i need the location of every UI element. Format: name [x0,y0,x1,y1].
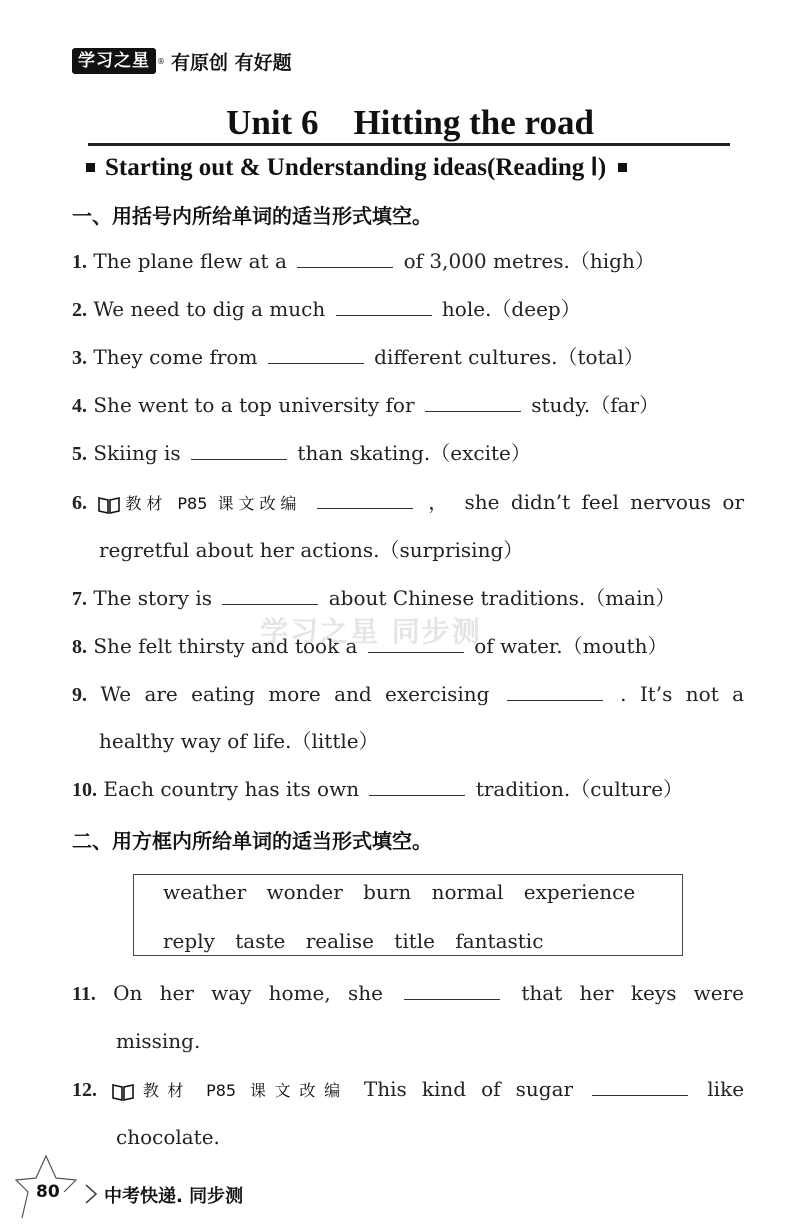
question-number: 1. [72,251,87,273]
question-text: of 3,000 metres.（high） [403,249,655,273]
question-7 [72,583,744,614]
question-11-continuation: missing. [116,1029,201,1053]
textbook-tag [112,1081,349,1100]
answer-blank[interactable] [507,682,603,701]
question-number: 3. [72,347,87,369]
answer-blank[interactable] [592,1077,688,1096]
section-title: Starting out & Understanding ideas(Reading Ⅰ) [105,154,607,181]
registered-mark: ® [157,56,165,66]
question-number: 4. [72,395,87,417]
question-number: 2. [72,299,87,321]
question-text: We need to dig a much [93,297,326,321]
answer-blank[interactable] [336,297,432,316]
question-9 [72,679,744,710]
part1-heading: 一、用括号内所给单词的适当形式填空。 [72,204,432,228]
question-4 [72,390,744,421]
question-text: tradition.（culture） [475,777,684,801]
brand-logo: 学习之星 [72,48,156,74]
part2-heading: 二、用方框内所给单词的适当形式填空。 [72,829,432,853]
question-text: The story is [93,586,212,610]
question-text: ， she didn’t feel nervous or [428,490,745,514]
page-number: 80 [36,1182,60,1202]
question-number: 9. [72,684,87,706]
textbook-tag-label: 教材 P85 课文改编 [134,1081,349,1100]
book-icon [98,496,120,514]
section-title-bar [86,150,746,184]
word-bank-row: reply taste realise title fantastic [163,929,544,953]
question-text: . It’s not a [620,682,744,706]
question-12-continuation: chocolate. [116,1125,220,1149]
question-5 [72,438,744,469]
question-number: 6. [72,492,87,514]
brand-header [72,46,292,76]
question-text: She felt thirsty and took a [93,634,358,658]
chevron-right-icon [84,1183,98,1205]
answer-blank[interactable] [369,777,465,796]
book-icon [112,1083,134,1101]
question-text: The plane flew at a [93,249,287,273]
question-3 [72,342,744,373]
question-text: of water.（mouth） [474,634,668,658]
question-text: They come from [93,345,258,369]
square-bullet-icon [618,163,627,172]
answer-blank[interactable] [404,981,500,1000]
question-number: 10. [72,779,97,801]
footer-slogan: 中考快递. 同步测 [104,1186,244,1207]
question-text: This kind of sugar [363,1077,574,1101]
question-2 [72,294,744,325]
answer-blank[interactable] [317,490,413,509]
textbook-tag-label: 教材 P85 课文改编 [120,494,302,513]
answer-blank[interactable] [268,345,364,364]
page-footer [14,1150,314,1220]
question-text: about Chinese traditions.（main） [328,586,676,610]
title-divider [88,143,730,146]
question-text: than skating.（excite） [297,441,531,465]
question-12 [72,1074,744,1106]
answer-blank[interactable] [297,249,393,268]
word-bank-row: weather wonder burn normal experience [163,880,636,904]
question-text: She went to a top university for [93,393,415,417]
question-11 [72,978,744,1009]
question-8 [72,631,744,662]
answer-blank[interactable] [425,393,521,412]
question-text: different cultures.（total） [374,345,644,369]
question-6-continuation: regretful about her actions.（surprising） [99,538,524,562]
answer-blank[interactable] [191,441,287,460]
question-number: 5. [72,443,87,465]
question-number: 12. [72,1079,97,1101]
unit-title: Unit 6 Hitting the road [226,103,594,142]
question-9-continuation: healthy way of life.（little） [99,729,379,753]
question-number: 11. [72,983,96,1005]
question-6 [72,487,744,519]
question-10 [72,774,744,805]
answer-blank[interactable] [368,634,464,653]
question-text: hole.（deep） [441,297,581,321]
question-text: Each country has its own [103,777,360,801]
watermark: 学习之星 同步测 [260,615,482,648]
brand-slogan: 有原创 有好题 [171,51,292,74]
question-text: study.（far） [531,393,660,417]
question-number: 8. [72,636,87,658]
question-1 [72,246,744,277]
question-text: that her keys were [521,981,745,1005]
question-text: like [707,1077,745,1101]
question-number: 7. [72,588,87,610]
square-bullet-icon [86,163,95,172]
question-text: We are eating more and exercising [100,682,490,706]
answer-blank[interactable] [222,586,318,605]
textbook-tag [98,494,301,513]
word-bank-box [133,874,683,956]
question-text: On her way home, she [113,981,383,1005]
question-text: Skiing is [93,441,181,465]
